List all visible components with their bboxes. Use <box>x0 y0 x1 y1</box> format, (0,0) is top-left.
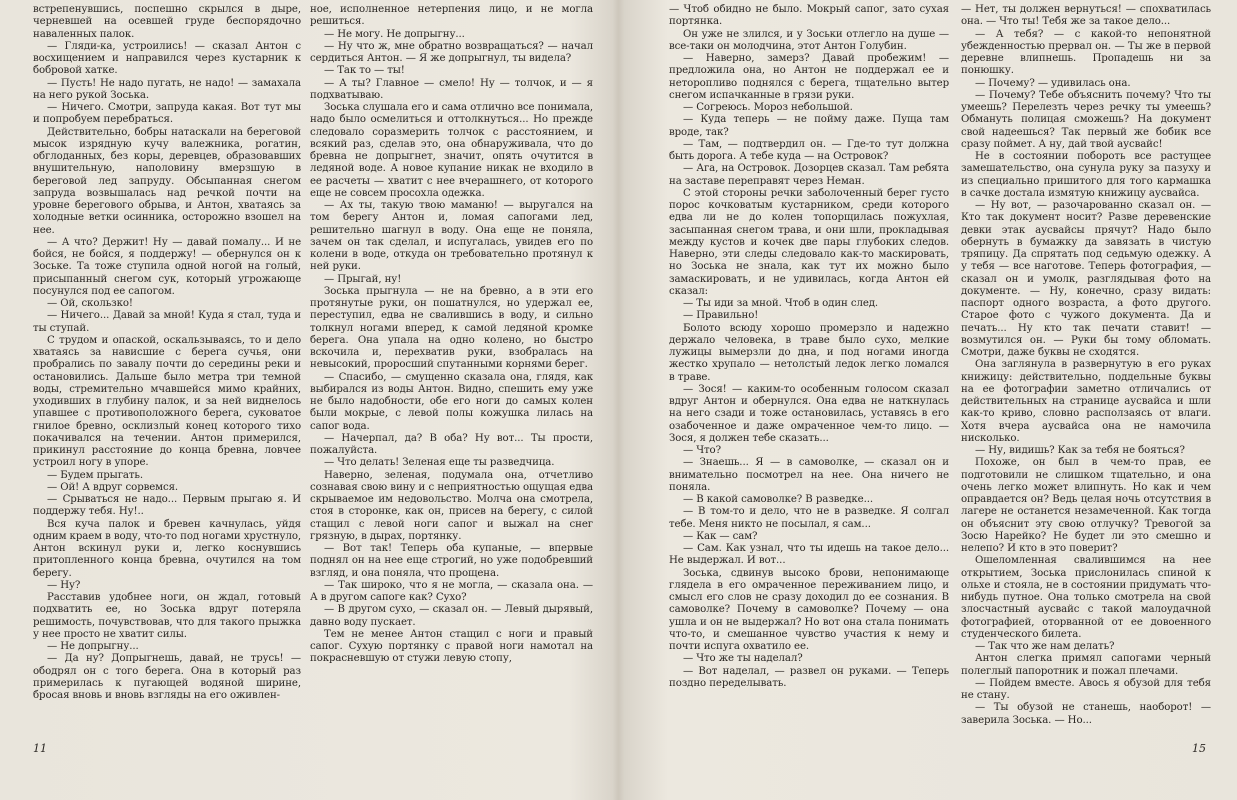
paragraph: — Почему? Тебе объяснить почему? Что ты умеешь? Перелезть через речку ты умеешь? Обмануть полицая сможешь? На документ свой надеешься? Так первый же бобик все сразу поймет. А ну, дай твой аусвайс! <box>961 89 1211 150</box>
paragraph: — Зося! — каким-то особенным голосом сказал вдруг Антон и обернулся. Она едва не наткнулась на него сзади и тоже остановилась, уставясь в его озабоченное и даже омраченное чем-то лицо. — Зося, я должен тебе сказать... <box>669 383 949 444</box>
paragraph: Она заглянула в развернутую в его руках книжицу: действительно, поддельные буквы на ее фотографии заметно отличались от действительных на странице аусвайса и шли как-то криво, словно расползаясь от влаги. Хотя вчера аусвайса она не намочила нисколько. <box>961 359 1211 444</box>
paragraph: — Вот наделал, — развел он руками. — Теперь поздно переделывать. <box>669 665 949 689</box>
paragraph: Зоська, сдвинув высоко брови, непонимающе глядела в его омраченное переживанием лицо, и смысл его слов не сразу доходил до ее сознания. В самоволке? Почему в самоволке? Почему — она ушла и он не выдержал? Но вот она стала понимать что-то, и смешанное чувство участия к нему и почти испуга охватило ее. <box>669 567 949 652</box>
paragraph: — Так широко, что я не могла, — сказала она. — А в другом сапоге как? Сухо? <box>310 579 593 603</box>
paragraph: — Пойдем вместе. Авось я обузой для тебя не стану. <box>961 677 1211 701</box>
paragraph: — А тебя? — с какой-то непонятной убежденностью прервал он. — Ты же в первой деревне влипнешь. Пропадешь ни за понюшку. <box>961 28 1211 77</box>
paragraph: — Пусть! Не надо пугать, не надо! — замахала на него рукой Зоська. <box>33 77 301 101</box>
paragraph: — Ничего... Давай за мной! Куда я стал, туда и ты ступай. <box>33 310 301 334</box>
paragraph: — Что делать! Зеленая еще ты разведчица. <box>324 457 555 469</box>
left-page-number: 11 <box>33 742 47 755</box>
paragraph: — Да ну? Допрыгнешь, давай, не трусь! — ободрял он с того берега. Она в который раз примерилась к пугающей водяной ширине, бросая вновь и вновь взгляды на его оживлен- <box>33 653 301 701</box>
paragraph: Болото всюду хорошо промерзло и надежно держало человека, в траве было сухо, мелкие лужицы вымерзли до дна, и под ногами иногда жестко хрупало — нетолстый ледок легко ломался в траве. <box>669 322 949 383</box>
paragraph: — Нет, ты должен вернуться! — спохватилась она. — Что ты! Тебя же за такое дело... <box>961 4 1211 28</box>
paragraph: — Что же ты наделал? <box>683 653 803 665</box>
paragraph: — Правильно! <box>683 310 759 322</box>
paragraph: — Не могу. Не допрыгну... <box>324 28 465 40</box>
paragraph: — Почему? — удивилась она. <box>975 77 1131 89</box>
paragraph: — Куда теперь — не пойму даже. Пуща там вроде, так? <box>669 114 949 138</box>
paragraph: — А ты? Главное — смело! Ну — толчок, и — я подхватываю. <box>310 77 593 101</box>
right-page-number: 15 <box>1192 742 1206 755</box>
paragraph: — В какой самоволке? В разведке... <box>683 494 874 505</box>
left-page-column-1 <box>33 4 301 734</box>
paragraph: — Наверно, замерз? Давай пробежим! — предложила она, но Антон не поддержал ее и неторопливо поднялся с берега, тщательно вытер снегом испачканные в грязи руки. <box>669 53 949 101</box>
paragraph: Вся куча палок и бревен качнулась, уйдя одним краем в воду, что-то под ногами хрустнуло, Антон вскинул руки и, легко коснувшись притопленного конца бревна, очутился на том берегу. <box>33 518 301 579</box>
paragraph: — Ну что ж, мне обратно возвращаться? — начал сердиться Антон. — Я же допрыгнул, ты видела? <box>310 40 593 64</box>
paragraph: — Сам. Как узнал, что ты идешь на такое дело... Не выдержал. И вот... <box>669 543 949 567</box>
paragraph: Наверно, зеленая, подумала она, отчетливо сознавая свою вину и с неприятностью ощущая едва скрываемое им недовольство. Молча она смотрела, стоя в сторонке, как он, присев на берегу, с силой стащил с левой ноги сапог и выжал на снег грязную, в дырах, портянку. <box>310 469 593 542</box>
right-page-column-2 <box>961 4 1211 734</box>
paragraph: Не в состоянии побороть все растущее замешательство, она сунула руку за пазуху и из специально пришитого для того кармашка в сачке достала измятую книжицу аусвайса. <box>961 151 1211 199</box>
paragraph: — Так что же нам делать? <box>975 641 1115 652</box>
paragraph: Ошеломленная свалившимся на нее открытием, Зоська прислонилась спиной к ольхе и стояла, не в состоянии придумать что-нибудь путное. Она только смотрела на свой злосчастный аусвайс с такой малоудачной фотографией, оторванной от ее довоенного студенческого билета. <box>961 555 1211 640</box>
paragraph: Тем не менее Антон стащил с ноги и правый сапог. Сухую портянку с правой ноги намотал на покрасневшую от стужи левую стопу, <box>310 628 593 665</box>
paragraph: — Ну вот, — разочарованно сказал он. — Кто так документ носит? Разве деревенские девки этак аусвайсы прячут? Надо было обернуть в бумажку да завязать в чистую тряпицу. Да спрятать под седьмую одежку. А у тебя — все наготове. Теперь фотография, — сказал он и умолк, разглядывая фото на документе. — Ну, конечно, сразу видать: паспорт одного возраста, а фото другого. Старое фото с чужого документа. Да и печать... Ну кто так печати ставит! — возмутился он. — Руки бы тому обломать. Смотри, даже буквы не сходятся. <box>961 200 1211 358</box>
paragraph: — Спасибо, — смущенно сказала она, глядя, как выбирался из воды Антон. Видно, спешить ему уже не было надобности, обе его ноги до самых колен были мокрые, с левой полы кожушка лилась на сапог вода. <box>310 371 593 432</box>
paragraph: С этой стороны речки заболоченный берег густо порос кочковатым кустарником, среди которого едва ли не до колен топорщилась пожухлая, засыпанная снегом трава, и они шли, прокладывая между кустов и кочек две пары глубоких следов. Наверно, эти следы следовало как-то маскировать, но Зоська не знала, как тут их можно было замаскировать, и не удивилась, когда Антон ей сказал: <box>669 187 949 297</box>
left-page-column-2 <box>310 4 593 734</box>
paragraph: Он уже не злился, и у Зоськи отлегло на душе — все-таки он молодчина, этот Антон Голубин. <box>669 28 949 52</box>
paragraph: — Ну, видишь? Как за тебя не бояться? <box>975 445 1185 456</box>
left-page <box>0 0 618 800</box>
paragraph: — В другом сухо, — сказал он. — Левый дырявый, давно воду пускает. <box>310 604 593 628</box>
paragraph: — Ах ты, такую твою маманю! — выругался на том берегу Антон и, ломая сапогами лед, решительно шагнул в воду. Она еще не поняла, зачем он так сделал, и испугалась, увидев его по колени в воде, откуда он требовательно протянул к ней руки. <box>310 200 593 273</box>
paragraph: — Знаешь... Я — в самоволке, — сказал он и внимательно посмотрел на нее. Она ничего не поняла. <box>669 457 949 493</box>
paragraph: — Гляди-ка, устроились! — сказал Антон с восхищением и направился через кустарник к бобровой хатке. <box>33 40 301 77</box>
paragraph: — Начерпал, да? В оба? Ну вот... Ты прости, пожалуйста. <box>310 432 593 456</box>
paragraph: — Будем прыгать. <box>47 469 144 481</box>
paragraph: — Ой, скользко! <box>47 298 133 309</box>
paragraph: — Ничего. Смотри, запруда какая. Вот тут мы и попробуем перебраться. <box>33 102 301 126</box>
paragraph: — Прыгай, ну! <box>324 273 402 285</box>
paragraph: Действительно, бобры натаскали на береговой мысок изрядную кучу валежника, рогатин, обглоданных, без коры, деревцев, образовавших внушительную, наполовину вмерзшую в береговой лед запруду. Обсыпанная снегом запруда возвышалась над речкой почти на уровне берегового обрыва, и Антон, хватаясь за холодные ветки осинника, осторожно взошел на нее. <box>33 126 301 236</box>
paragraph: ное, исполненное нетерпения лицо, и не могла решиться. <box>310 4 593 28</box>
paragraph: — Так то — ты! <box>324 65 405 77</box>
paragraph: — Как — сам? <box>683 530 758 542</box>
paragraph: встрепенувшись, поспешно скрылся в дыре, черневшей на осевшей груде беспорядочно наваленных палок. <box>33 4 301 40</box>
paragraph: Зоська прыгнула — не на бревно, а в эти его протянутые руки, он пошатнулся, но удержал ее, переступил, едва не свалившись в воду, и сильно толкнул ногами вперед, к самой ледяной кромке берега. Она упала на одно колено, но быстро вскочила и, перехватив руки, взобралась на невысокий, проросший спутанными корнями берег. <box>310 285 593 371</box>
right-page-column-1 <box>669 4 949 734</box>
paragraph: Расставив удобнее ноги, он ждал, готовый подхватить ее, но Зоська вдруг потеряла решимость, почувствовав, что для такого прыжка у нее просто не хватит силы. <box>33 592 301 640</box>
paragraph: — Ты обузой не станешь, наоборот! — заверила Зоська. — Но... <box>961 702 1211 726</box>
paragraph: — Ага, на Островок. Дозорцев сказал. Там ребята на заставе переправят через Неман. <box>669 163 949 187</box>
paragraph: С трудом и опаской, оскальзываясь, то и дело хватаясь за нависшие с берега сучья, они пробрались по завалу почти до середины реки и остановились. Дальше было метра три темной воды, стремительно мчавшейся мимо крайних, уходивших в глубину палок, и за ней виднелось упавшее с противоположного берега, суковатое гнилое бревно, осклизлый конец которого тихо покачивался на течении. Антон примерился, прикинул расстояние до конца бревна, ловчее устроил ногу в упоре. <box>33 334 301 469</box>
paragraph: — Срываться не надо... Первым прыгаю я. И поддержу тебя. Ну!.. <box>33 494 301 518</box>
paragraph: — Вот так! Теперь оба купаные, — впервые поднял он на нее еще строгий, но уже подобревший взгляд, и она поняла, что прощена. <box>310 543 593 579</box>
paragraph: — Ой! А вдруг сорвемся. <box>47 481 179 493</box>
paragraph: — Что? <box>683 445 721 456</box>
paragraph: — Ну? <box>47 579 81 591</box>
paragraph: Зоська слушала его и сама отлично все понимала, надо было осмелиться и оттолкнуться... Но прежде следовало соразмерить толчок с расстоянием, и всякий раз, сделав это, она обнаруживала, что до бревна не допрыгнет, значит, опять очутится в ледяной воде. А новое купание никак не входило в ее расчеты — хватит с нее вчерашнего, от которого еще не совсем просохла одежка. <box>310 102 593 199</box>
paragraph: — Не допрыгну... <box>47 641 139 652</box>
paragraph: — А что? Держит! Ну — давай помалу... И не бойся, не бойся, я поддержу! — обернулся он к Зоське. Та тоже ступила одной ногой на голый, присыпанный снегом сук, который угрожающе посунулся под ее сапогом. <box>33 236 301 297</box>
paragraph: Антон слегка примял сапогами черный полеглый папоротник и пожал плечами. <box>961 653 1211 677</box>
paragraph: — Ты иди за мной. Чтоб в один след. <box>683 298 879 309</box>
right-page <box>619 0 1237 800</box>
paragraph: — Там, — подтвердил он. — Где-то тут должна быть дорога. А тебе куда — на Островок? <box>669 138 949 162</box>
paragraph: — Чтоб обидно не было. Мокрый сапог, зато сухая портянка. <box>669 4 949 28</box>
paragraph: — Согреюсь. Мороз небольшой. <box>683 102 853 113</box>
paragraph: Похоже, он был в чем-то прав, ее подготовили не слишком тщательно, и она очень легко может влипнуть. Но как и чем оправдается он? Ведь целая ночь отсутствия в лагере не останется незамеченной. Как тогда он объяснит эту свою отлучку? Тревогой за Зосю Нарейко? Не будет ли это смешно и нелепо? И кто в это поверит? <box>961 457 1211 554</box>
paragraph: — В том-то и дело, что не в разведке. Я солгал тебе. Меня никто не посылал, я сам... <box>669 506 949 530</box>
